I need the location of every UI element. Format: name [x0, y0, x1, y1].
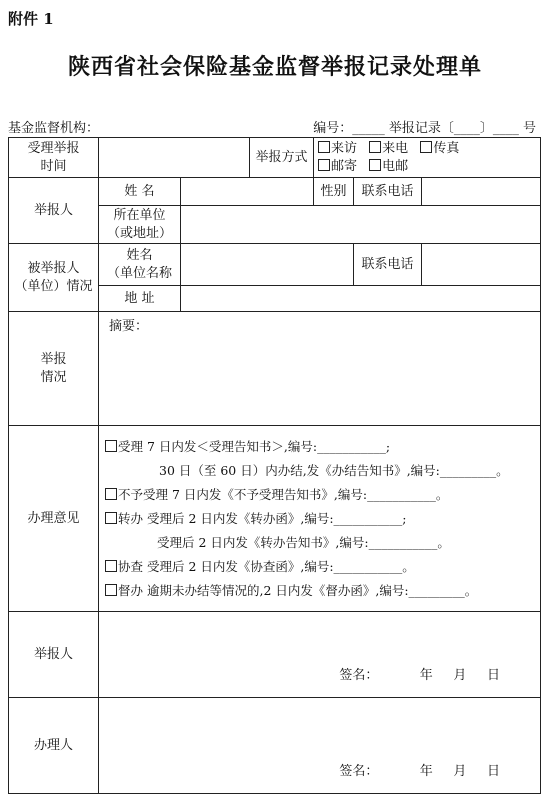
summary-label: 摘要： [109, 319, 149, 334]
handling-option-reject[interactable] [105, 486, 534, 504]
handling-text: 不予受理 7 日内发《不予受理告知书》,编号:___________。 [118, 486, 449, 502]
reporter-sign-text: 签名： 年 月 日 [339, 667, 501, 683]
situation-row [9, 312, 541, 426]
situation-summary-field[interactable] [99, 312, 541, 426]
method-label: 来电 [382, 140, 409, 156]
handling-text: 受理 7 日内发＜受理告知书＞,编号:___________; [118, 438, 391, 454]
handling-option-assist[interactable] [105, 558, 534, 576]
handling-section-label: 办理意见 [9, 426, 99, 612]
handling-text: 受理后 2 日内发《转办告知书》,编号:___________。 [157, 534, 450, 550]
reported-phone-field[interactable] [422, 244, 541, 286]
reported-section-label-text: 被举报人 （单位）情况 [14, 260, 93, 294]
accept-time-label-text: 受理举报 时间 [27, 140, 80, 174]
handler-sign-row [9, 698, 541, 794]
handling-option-transfer[interactable] [105, 510, 534, 528]
checkbox-icon[interactable] [420, 141, 432, 153]
reporter-unit-label [99, 206, 181, 244]
handling-accept-detail [105, 462, 534, 480]
reported-name-field[interactable] [181, 244, 354, 286]
handling-text: 30 日（至 60 日）内办结,发《办结告知书》,编号:_________。 [159, 462, 509, 478]
reported-phone-label: 联系电话 [354, 244, 422, 286]
method-option-fax[interactable] [420, 141, 459, 156]
reporter-sign-field[interactable] [99, 612, 541, 698]
method-option-email[interactable] [369, 159, 408, 174]
handler-sign-field[interactable] [99, 698, 541, 794]
method-option-call[interactable] [369, 141, 408, 156]
handling-text: 转办 受理后 2 日内发《转办函》,编号:___________; [118, 510, 407, 526]
report-method-label: 举报方式 [250, 138, 314, 178]
reporter-gender-label: 性别 [314, 178, 354, 206]
handling-text: 督办 逾期未办结等情况的,2 日内发《督办函》,编号:_________。 [118, 582, 478, 598]
reporter-name-row [9, 178, 541, 206]
accept-time-field[interactable] [99, 138, 250, 178]
reported-section-label [9, 244, 99, 312]
method-label: 邮寄 [331, 158, 358, 174]
situation-section-label [9, 312, 99, 426]
handling-transfer-detail [105, 534, 534, 552]
reporter-name-field[interactable] [181, 178, 314, 206]
report-form-table [8, 137, 541, 794]
accept-time-label [9, 138, 99, 178]
checkbox-icon[interactable] [369, 159, 381, 171]
handling-option-supervise[interactable] [105, 582, 534, 600]
handler-sign-label: 办理人 [9, 698, 99, 794]
reporter-sign-label: 举报人 [9, 612, 99, 698]
checkbox-icon[interactable] [105, 512, 117, 524]
handler-sign-text: 签名： 年 月 日 [339, 763, 501, 779]
reporter-name-label: 姓 名 [99, 178, 181, 206]
reporter-unit-label-text: 所在单位 （或地址） [106, 207, 172, 241]
method-option-visit[interactable] [318, 141, 357, 156]
reported-name-label-text: 姓名 （单位名称 [106, 247, 172, 281]
method-label: 来访 [331, 140, 358, 156]
org-label: 基金监督机构： [8, 121, 100, 136]
serial-number-text: 编号：_____ 举报记录〔____〕____ 号 [313, 121, 536, 136]
checkbox-icon[interactable] [318, 141, 330, 153]
handling-row [9, 426, 541, 612]
method-option-mail[interactable] [318, 159, 357, 174]
reported-address-label: 地 址 [99, 286, 181, 312]
attachment-label: 附件 1 [8, 10, 54, 28]
checkbox-icon[interactable] [105, 560, 117, 572]
handling-options [99, 426, 541, 612]
handling-option-accept[interactable] [105, 438, 534, 456]
reported-name-row [9, 244, 541, 286]
page-title: 陕西省社会保险基金监督举报记录处理单 [67, 54, 482, 80]
reported-address-field[interactable] [181, 286, 541, 312]
checkbox-icon[interactable] [105, 440, 117, 452]
time-method-row [9, 138, 541, 178]
handling-text: 协查 受理后 2 日内发《协查函》,编号:___________。 [118, 558, 415, 574]
reporter-unit-field[interactable] [181, 206, 541, 244]
report-method-options [314, 138, 541, 178]
method-label: 传真 [433, 140, 460, 156]
checkbox-icon[interactable] [318, 159, 330, 171]
reported-name-label [99, 244, 181, 286]
reporter-sign-row [9, 612, 541, 698]
reporter-section-label: 举报人 [9, 178, 99, 244]
situation-section-label-text: 举报 情况 [40, 351, 67, 385]
reporter-phone-label: 联系电话 [354, 178, 422, 206]
checkbox-icon[interactable] [105, 488, 117, 500]
method-label: 电邮 [382, 158, 409, 174]
checkbox-icon[interactable] [369, 141, 381, 153]
checkbox-icon[interactable] [105, 584, 117, 596]
reporter-phone-field[interactable] [422, 178, 541, 206]
